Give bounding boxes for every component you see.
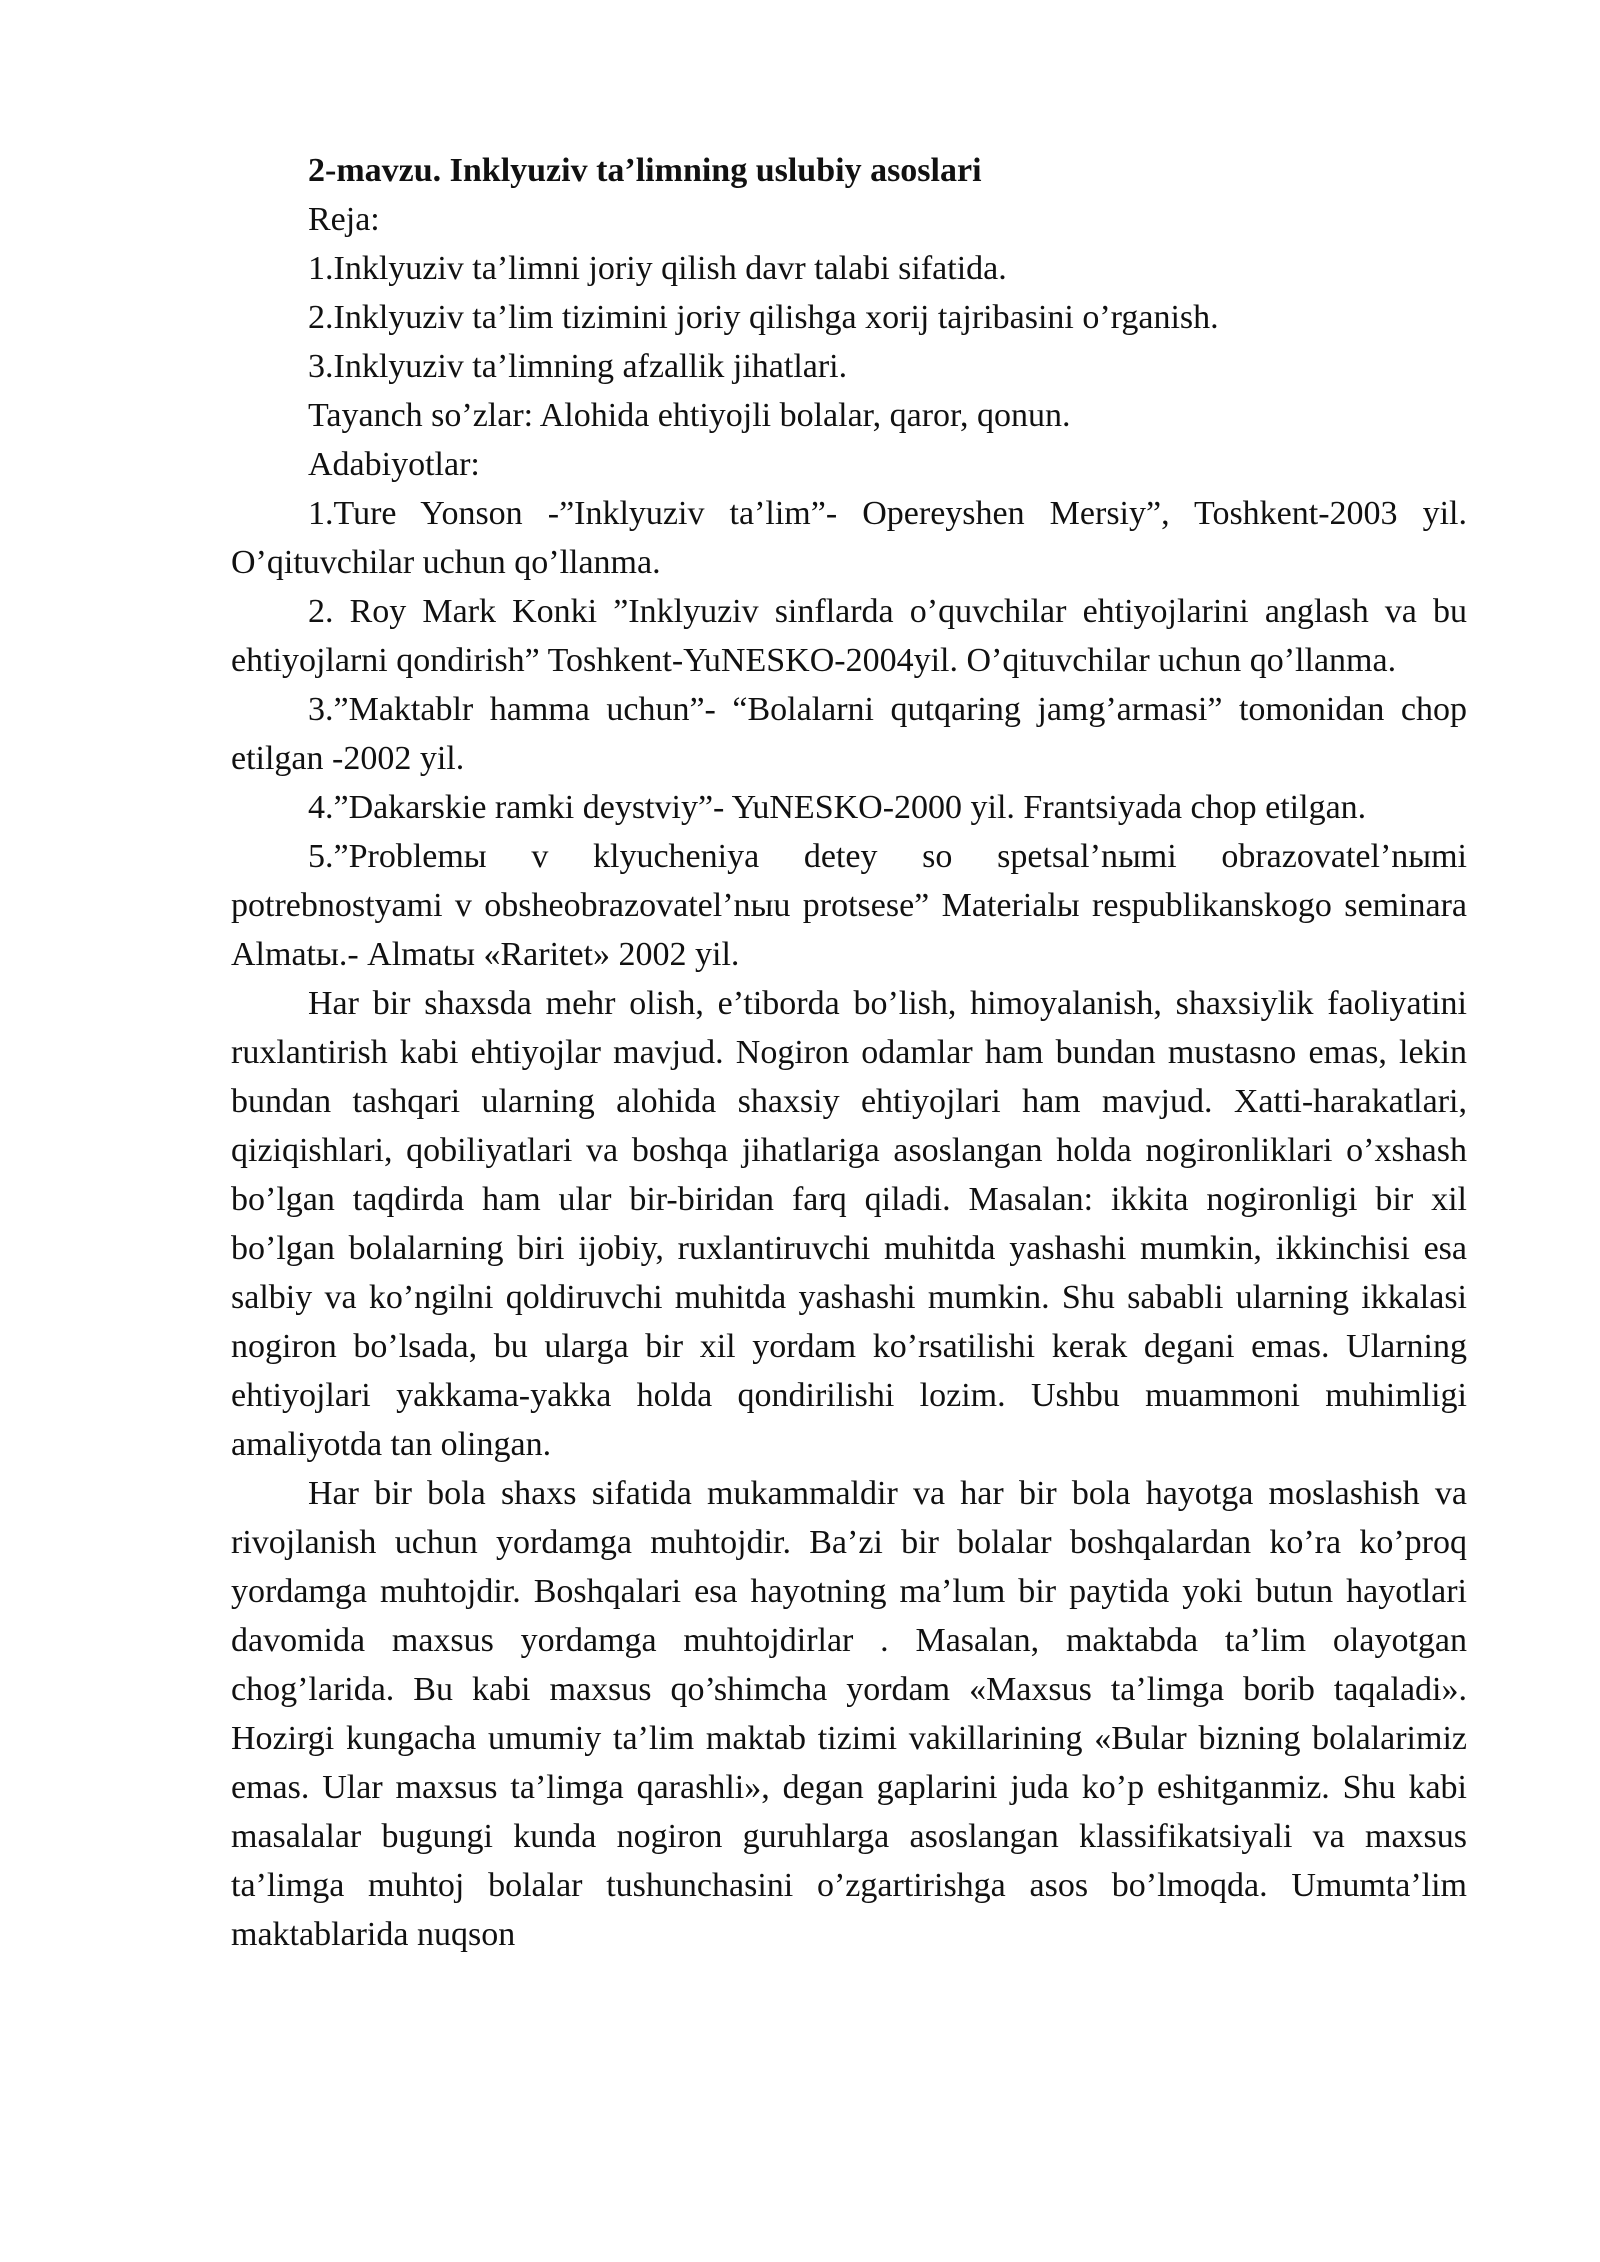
literature-label: Adabiyotlar: bbox=[308, 446, 480, 483]
plan-label: Reja: bbox=[308, 201, 380, 238]
plan-item: 1.Inklyuziv ta’limni joriy qilish davr talabi sifatida. bbox=[308, 250, 1007, 287]
reference-item: 1.Ture Yonson -”Inklyuziv ta’lim”- Opereyshen Mersiy”, Toshkent-2003 yil. O’qituvchilar uchun qo’llanma. bbox=[231, 495, 1467, 581]
page-title: 2-mavzu. Inklyuziv ta’limning uslubiy asoslari bbox=[308, 152, 982, 189]
plan-item: 3.Inklyuziv ta’limning afzallik jihatlari. bbox=[308, 348, 848, 385]
keywords-line: Tayanch so’zlar: Alohida ehtiyojli bolalar, qaror, qonun. bbox=[308, 397, 1071, 434]
reference-item: 2. Roy Mark Konki ”Inklyuziv sinflarda o’quvchilar ehtiyojlarini anglash va bu ehtiyojlarni qondirish” Toshkent-YuNESKO-2004yil. O’qituvchilar uchun qo’llanma. bbox=[231, 593, 1467, 679]
page-content bbox=[231, 146, 1467, 1959]
plan-item: 2.Inklyuziv ta’lim tizimini joriy qilishga xorij tajribasini o’rganish. bbox=[308, 299, 1219, 336]
reference-item: 5.”Problemы v klyucheniya detey so spetsal’nыmi obrazovatel’nыmi potrebnostyami v obsheobrazovatel’nыu protsese” Materialы respublikanskogo seminara Almatы.- Almatы «Raritet» 2002 yil. bbox=[231, 838, 1467, 973]
body-paragraph: Har bir shaxsda mehr olish, e’tiborda bo’lish, himoyalanish, shaxsiylik faoliyatini ruxlantirish kabi ehtiyojlar mavjud. Nogiron odamlar ham bundan mustasno emas, lekin bundan tashqari ularning alohida shaxsiy ehtiyojlari ham mavjud. Xatti-harakatlari, qiziqishlari, qobiliyatlari va boshqa jihatlariga asoslangan holda nogironliklari o’xshash bo’lgan taqdirda ham ular bir-biridan farq qiladi. Masalan: ikkita nogironligi bir xil bo’lgan bolalarning biri ijobiy, ruxlantiruvchi muhitda yashashi mumkin, ikkinchisi esa salbiy va ko’ngilni qoldiruvchi muhitda yashashi mumkin. Shu sababli ularning ikkalasi nogiron bo’lsada, bu ularga bir xil yordam ko’rsatilishi kerak degani emas. Ularning ehtiyojlari yakkama-yakka holda qondirilishi lozim. Ushbu muammoni muhimligi amaliyotda tan olingan. bbox=[231, 985, 1467, 1463]
reference-item: 3.”Maktablr hamma uchun”- “Bolalarni qutqaring jamg’armasi” tomonidan chop etilgan -2002 yil. bbox=[231, 691, 1467, 777]
reference-item: 4.”Dakarskie ramki deystviy”- YuNESKO-2000 yil. Frantsiyada chop etilgan. bbox=[308, 789, 1367, 826]
body-paragraph: Har bir bola shaxs sifatida mukammaldir va har bir bola hayotga moslashish va rivojlanish uchun yordamga muhtojdir. Ba’zi bir bolalar boshqalardan ko’ra ko’proq yordamga muhtojdir. Boshqalari esa hayotning ma’lum bir paytida yoki butun hayotlari davomida maxsus yordamga muhtojdirlar . Masalan, maktabda ta’lim olayotgan chog’larida. Bu kabi maxsus qo’shimcha yordam «Maxsus ta’limga borib taqaladi». Hozirgi kungacha umumiy ta’lim maktab tizimi vakillarining «Bular bizning bolalarimiz emas. Ular maxsus ta’limga qarashli», degan gaplarini juda ko’p eshitganmiz. Shu kabi masalalar bugungi kunda nogiron guruhlarga asoslangan klassifikatsiyali va maxsus ta’limga muhtoj bolalar tushunchasini o’zgartirishga asos bo’lmoqda. Umumta’lim maktablarida nuqson bbox=[231, 1475, 1467, 1953]
